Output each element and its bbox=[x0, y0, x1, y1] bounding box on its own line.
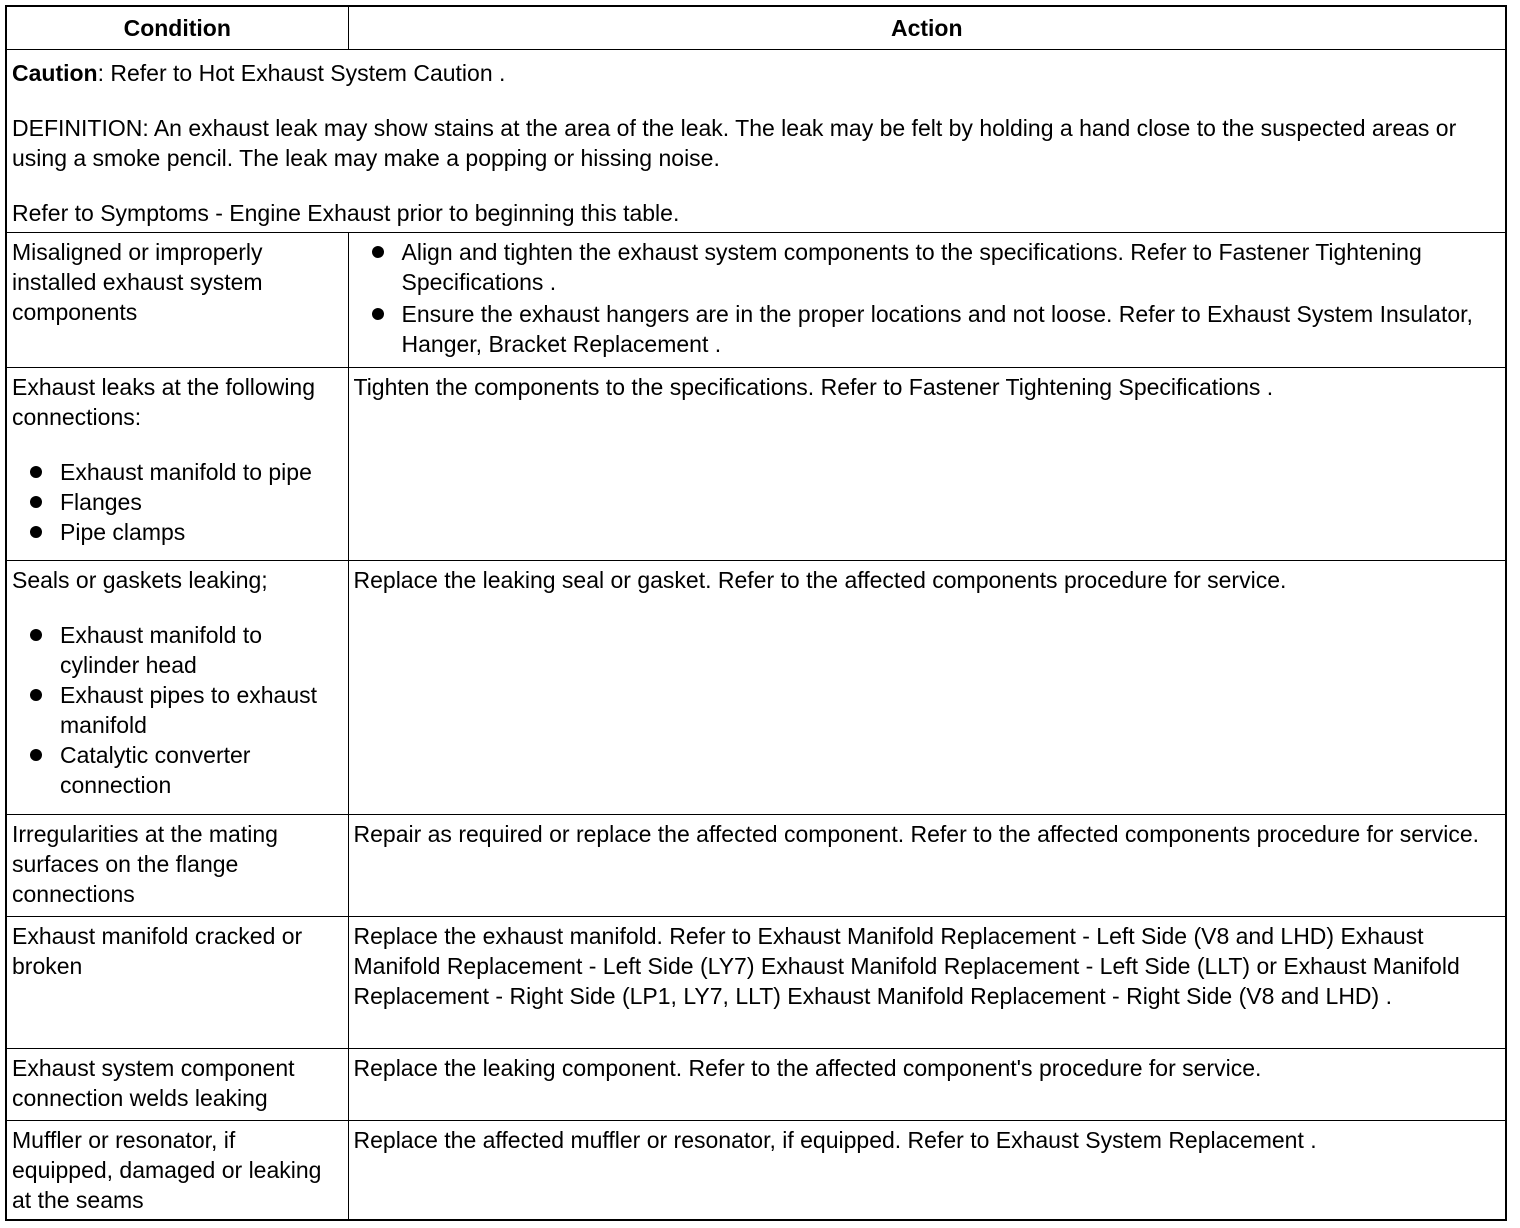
condition-cell: Muffler or resonator, if equipped, damaged or leaking at the seams bbox=[7, 1121, 348, 1220]
bullet-icon bbox=[30, 526, 42, 538]
caution-label: Caution bbox=[12, 60, 98, 86]
table-row bbox=[7, 561, 1505, 815]
action-list bbox=[354, 237, 1501, 359]
table-row bbox=[7, 917, 1505, 1049]
diagnostic-table bbox=[7, 7, 1505, 1219]
bullet-icon bbox=[30, 689, 42, 701]
condition-cell: Exhaust manifold cracked or broken bbox=[7, 917, 348, 1049]
condition-header: Condition bbox=[7, 7, 348, 50]
list-item: Exhaust manifold to pipe bbox=[12, 457, 343, 487]
refer-text: Refer to Symptoms - Engine Exhaust prior to beginning this table. bbox=[12, 200, 680, 226]
caution-text: : Refer to Hot Exhaust System Caution . bbox=[97, 60, 506, 86]
diagnostic-table-frame bbox=[5, 5, 1507, 1221]
list-item: Exhaust manifold to cylinder head bbox=[12, 620, 343, 680]
bullet-icon bbox=[30, 466, 42, 478]
bullet-icon bbox=[372, 308, 384, 320]
action-cell: Replace the affected muffler or resonator, if equipped. Refer to Exhaust System Replacement . bbox=[348, 1121, 1505, 1220]
action-cell: Repair as required or replace the affected component. Refer to the affected components procedure for service. bbox=[348, 815, 1505, 917]
table-row bbox=[7, 233, 1505, 368]
intro-row bbox=[7, 50, 1505, 233]
action-cell: Tighten the components to the specifications. Refer to Fastener Tightening Specifications . bbox=[348, 368, 1505, 561]
condition-list bbox=[12, 457, 343, 547]
list-item: Flanges bbox=[12, 487, 343, 517]
condition-cell: Irregularities at the mating surfaces on the flange connections bbox=[7, 815, 348, 917]
condition-cell: Exhaust leaks at the following connections: Exhaust manifold to pipe Flanges Pipe clamps bbox=[7, 368, 348, 561]
action-header: Action bbox=[348, 7, 1505, 50]
bullet-icon bbox=[30, 496, 42, 508]
table-row bbox=[7, 1049, 1505, 1121]
bullet-icon bbox=[30, 629, 42, 641]
condition-list bbox=[12, 620, 343, 800]
list-item: Pipe clamps bbox=[12, 517, 343, 547]
action-cell: Replace the exhaust manifold. Refer to Exhaust Manifold Replacement - Left Side (V8 and LHD) Exhaust Manifold Replacement - Left Side (LY7) Exhaust Manifold Replacement - Left Side (LLT) or Exhaust Manifold Replacement - Right Side (LP1, LY7, LLT) Exhaust Manifold Replacement - Right Side (V8 and LHD) . bbox=[348, 917, 1505, 1049]
header-row bbox=[7, 7, 1505, 50]
definition-text: DEFINITION: An exhaust leak may show stains at the area of the leak. The leak may be felt by holding a hand close to the suspected areas or using a smoke pencil. The leak may make a popping or hissing noise. bbox=[12, 115, 1457, 171]
list-item: Align and tighten the exhaust system components to the specifications. Refer to Fastener Tightening Specifications . bbox=[354, 237, 1501, 297]
action-cell: Replace the leaking seal or gasket. Refer to the affected components procedure for service. bbox=[348, 561, 1505, 815]
condition-cell: Exhaust system component connection welds leaking bbox=[7, 1049, 348, 1121]
table-row bbox=[7, 368, 1505, 561]
action-cell: Replace the leaking component. Refer to the affected component's procedure for service. bbox=[348, 1049, 1505, 1121]
bullet-icon bbox=[372, 246, 384, 258]
action-cell bbox=[348, 233, 1505, 368]
condition-cell: Misaligned or improperly installed exhaust system components bbox=[7, 233, 348, 368]
table-row bbox=[7, 1121, 1505, 1220]
table-row bbox=[7, 815, 1505, 917]
bullet-icon bbox=[30, 749, 42, 761]
caution-line bbox=[12, 58, 1500, 88]
list-item: Exhaust pipes to exhaust manifold bbox=[12, 680, 343, 740]
condition-cell: Seals or gaskets leaking; Exhaust manifold to cylinder head Exhaust pipes to exhaust manifold Catalytic converter connection bbox=[7, 561, 348, 815]
list-item: Ensure the exhaust hangers are in the proper locations and not loose. Refer to Exhaust System Insulator, Hanger, Bracket Replacement . bbox=[354, 299, 1501, 359]
intro-cell bbox=[7, 50, 1505, 233]
list-item: Catalytic converter connection bbox=[12, 740, 343, 800]
